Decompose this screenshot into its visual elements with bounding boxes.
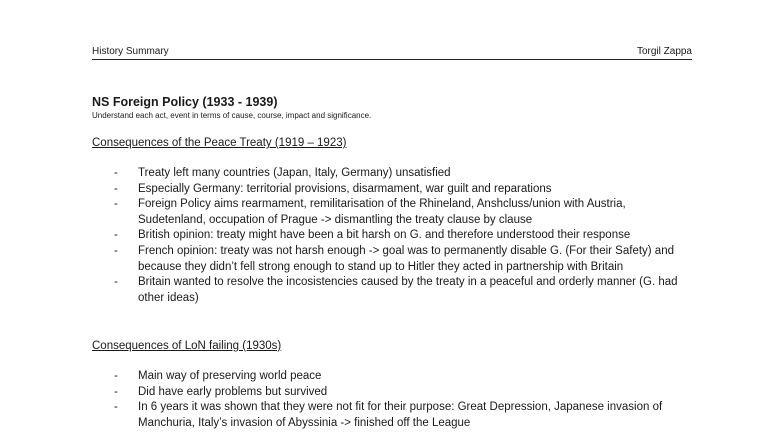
bullet-dash: -	[114, 198, 118, 211]
bullet-dash: -	[114, 167, 118, 179]
list-item-text: Treaty left many countries (Japan, Italy, Germany) unsatisfied	[138, 167, 451, 179]
bullet-list-peace-treaty	[92, 166, 692, 306]
list-item-text: Main way of preserving world peace	[138, 370, 322, 382]
list-item	[92, 197, 692, 228]
list-item	[92, 228, 692, 244]
bullet-dash: -	[114, 276, 118, 289]
list-item	[92, 369, 692, 385]
list-item	[92, 182, 692, 198]
bullet-dash: -	[114, 385, 118, 398]
list-item-text: Foreign Policy aims rearmament, remilitarisation of the Rhineland, Anshcluss/union with Austria, Sudetenland, occupation of Prague -> dismantling the treaty clause by clause	[138, 198, 626, 226]
document-subtitle: Understand each act, event in terms of cause, course, impact and significance.	[92, 111, 372, 120]
list-item	[92, 275, 692, 306]
list-item	[92, 400, 692, 431]
list-item-text: In 6 years it was shown that they were not fit for their purpose: Great Depression, Japanese invasion of Manchuria, Italy’s invasion of Abyssinia -> finished off the League	[138, 401, 663, 429]
list-item-text: Did have early problems but survived	[138, 385, 328, 398]
list-item	[92, 166, 692, 182]
list-item	[92, 385, 692, 401]
header-left-text: History Summary	[92, 46, 169, 57]
header-author: Torgil Zappa	[636, 46, 692, 57]
section-heading-lon-failing: Consequences of LoN failing (1930s)	[92, 340, 282, 352]
page-header	[92, 45, 692, 60]
bullet-dash: -	[114, 401, 118, 414]
bullet-dash: -	[114, 229, 118, 242]
bullet-list-lon-failing	[92, 369, 692, 431]
bullet-dash: -	[114, 182, 118, 195]
list-item-text: French opinion: treaty was not harsh enough -> goal was to permanently disable G. (For their Safety) and because they didn’t fell strong enough to stand up to Hitler they acted in partnership with Britain	[138, 244, 674, 273]
bullet-dash: -	[114, 370, 118, 382]
bullet-dash: -	[114, 244, 118, 257]
list-item-text: Britain wanted to resolve the incosistencies caused by the treaty in a peaceful and orderly manner (G. had other ideas)	[138, 276, 678, 304]
list-item	[92, 244, 692, 275]
list-item-text: British opinion: treaty might have been a bit harsh on G. and therefore understood their response	[138, 229, 631, 242]
document-title: NS Foreign Policy (1933 - 1939)	[92, 95, 278, 109]
section-heading-peace-treaty: Consequences of the Peace Treaty (1919 – 1923)	[92, 137, 347, 149]
list-item-text: Especially Germany: territorial provisions, disarmament, war guilt and reparations	[138, 182, 552, 195]
